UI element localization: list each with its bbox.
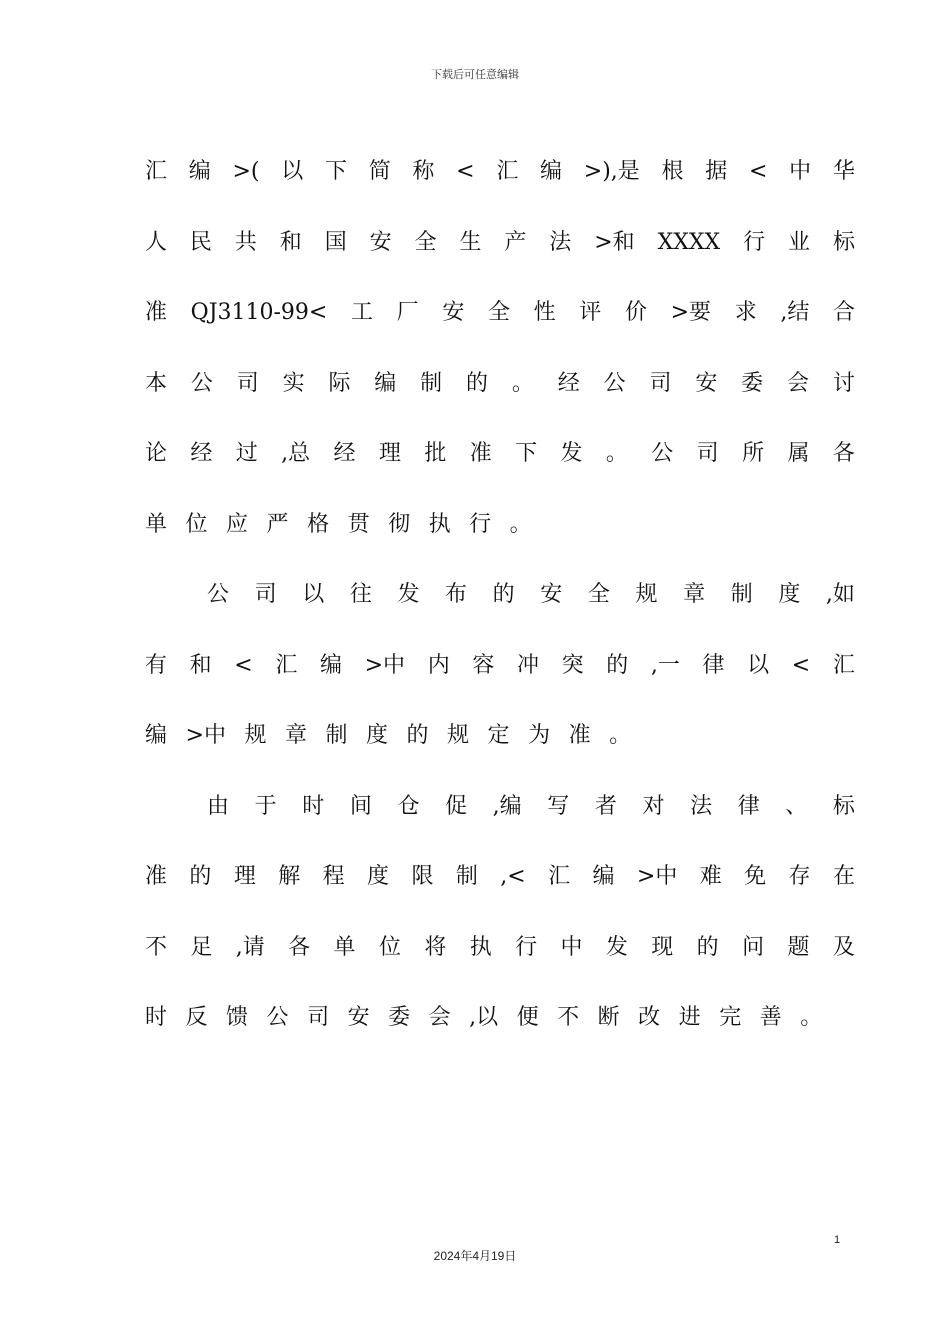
text-token: 发 <box>560 441 583 466</box>
text-line <box>145 928 855 999</box>
text-token: 规 <box>244 723 267 748</box>
text-token: 。 <box>609 723 632 748</box>
text-token: < <box>791 652 811 678</box>
text-token: 规 <box>447 723 470 748</box>
text-token: 属 <box>787 441 810 466</box>
text-token: 布 <box>445 582 468 607</box>
text-token: 。 <box>800 1005 823 1030</box>
text-line <box>145 646 855 717</box>
text-token: 编 <box>319 652 342 678</box>
text-token: 华 <box>832 159 855 184</box>
text-token: 工 <box>351 300 374 325</box>
text-token: < <box>748 159 768 184</box>
text-line <box>145 293 855 364</box>
text-token: 度 <box>366 723 389 748</box>
text-token: 委 <box>388 1005 411 1030</box>
text-token: 标 <box>832 793 855 819</box>
text-token: 的 <box>406 723 429 748</box>
text-token: 定 <box>487 723 510 748</box>
text-token: 由 <box>207 793 230 819</box>
text-token: 制 <box>455 864 478 889</box>
text-token: 编 <box>374 370 397 396</box>
text-token: 编 <box>540 159 563 184</box>
text-token: 的 <box>606 652 629 678</box>
text-token: 公 <box>190 370 213 396</box>
text-token: 对 <box>642 793 665 819</box>
text-token: 善 <box>759 1005 782 1030</box>
text-token: 公 <box>603 370 626 396</box>
text-token: 所 <box>742 441 765 466</box>
text-token: 下 <box>515 441 538 466</box>
text-token: >中 <box>636 864 678 889</box>
text-token: ,如 <box>825 582 855 607</box>
text-token: 章 <box>683 582 706 607</box>
text-token: 法 <box>690 793 713 819</box>
text-token: 以 <box>747 652 770 678</box>
text-token: 应 <box>226 511 249 537</box>
text-token: 实 <box>282 370 305 396</box>
page-footer-date: 2024年4月19日 <box>433 1249 517 1263</box>
text-token: 论 <box>145 441 168 466</box>
text-token: 发 <box>605 934 628 960</box>
text-token: 生 <box>459 229 482 255</box>
text-token: 编 <box>592 864 615 889</box>
text-token: 改 <box>638 1005 661 1030</box>
text-token: ,编 <box>492 793 522 819</box>
text-token: 在 <box>832 864 855 889</box>
text-token: 为 <box>528 723 551 748</box>
text-token: 各 <box>832 441 855 466</box>
text-token: 制 <box>420 370 443 396</box>
text-token: 准 <box>145 864 168 889</box>
page-number: 1 <box>834 1234 841 1246</box>
text-token: 安 <box>369 229 392 255</box>
text-token: 位 <box>185 511 208 537</box>
text-token: 中 <box>560 934 583 960</box>
text-token: 的 <box>696 934 719 960</box>
text-token: 度 <box>778 582 801 607</box>
text-token: 以 <box>302 582 325 607</box>
text-token: 理 <box>233 864 256 889</box>
text-token: 间 <box>349 793 372 819</box>
text-token: ,一 <box>650 652 680 678</box>
text-token: 容 <box>472 652 495 678</box>
text-token: 际 <box>328 370 351 396</box>
text-token: >中 <box>364 652 406 678</box>
text-token: 馈 <box>226 1005 249 1030</box>
text-token: 的 <box>492 582 515 607</box>
text-token: 现 <box>651 934 674 960</box>
text-token: 完 <box>719 1005 742 1030</box>
text-token: 行 <box>743 229 766 255</box>
text-token: 、 <box>785 793 808 819</box>
text-token: 难 <box>699 864 722 889</box>
text-token: 题 <box>787 934 810 960</box>
text-token: 便 <box>516 1005 539 1030</box>
text-token: 有 <box>145 652 168 678</box>
text-token: 产 <box>504 229 527 255</box>
text-token: 各 <box>288 934 311 960</box>
text-token: 理 <box>378 441 401 466</box>
text-token: 委 <box>741 370 764 396</box>
text-line <box>145 787 855 858</box>
text-token: 过 <box>235 441 258 466</box>
text-token: QJ3110-99< <box>190 300 328 325</box>
text-line <box>145 505 855 576</box>
text-token: 编 <box>188 159 211 184</box>
text-token: 律 <box>737 793 760 819</box>
text-token: >要 <box>670 300 712 325</box>
text-token: 公 <box>266 1005 289 1030</box>
text-token: 经 <box>557 370 580 396</box>
text-token: 准 <box>145 300 168 325</box>
text-token: < <box>456 159 475 184</box>
text-token: 公 <box>207 582 230 607</box>
text-token: 发 <box>397 582 420 607</box>
text-token: 规 <box>635 582 658 607</box>
page-header: 下载后可任意编辑 <box>431 68 519 81</box>
text-token: 贯 <box>347 511 370 537</box>
text-token: 称 <box>412 159 435 184</box>
text-token: 求 <box>734 300 757 325</box>
text-token: 安 <box>347 1005 370 1030</box>
text-token: 国 <box>324 229 347 255</box>
text-token: 讨 <box>832 370 855 396</box>
text-token: >和 <box>594 229 635 255</box>
text-token: 汇 <box>832 652 855 678</box>
text-token: 简 <box>368 159 391 184</box>
text-token: ,请 <box>235 934 265 960</box>
text-token: 安 <box>695 370 718 396</box>
text-token: 时 <box>302 793 325 819</box>
text-token: 标 <box>832 229 855 255</box>
text-token: 根 <box>661 159 684 184</box>
text-line <box>145 575 855 646</box>
text-token: 厂 <box>396 300 419 325</box>
text-token: ,以 <box>469 1005 499 1030</box>
text-token: 司 <box>307 1005 330 1030</box>
text-token: 业 <box>788 229 811 255</box>
text-token: ,结 <box>780 300 810 325</box>
text-token: 和 <box>189 652 212 678</box>
text-token: 准 <box>568 723 591 748</box>
text-token: 。 <box>509 511 532 537</box>
text-token: 本 <box>145 370 168 396</box>
text-token: 准 <box>469 441 492 466</box>
text-token: 执 <box>428 511 451 537</box>
text-token: 批 <box>424 441 447 466</box>
text-token: 司 <box>696 441 719 466</box>
text-line <box>145 223 855 294</box>
text-token: 全 <box>587 582 610 607</box>
text-token: < <box>234 652 253 678</box>
text-token: 行 <box>515 934 538 960</box>
text-token: 反 <box>185 1005 208 1030</box>
text-line <box>145 716 855 787</box>
text-token: 时 <box>145 1005 168 1030</box>
text-token: 冲 <box>516 652 539 678</box>
text-token: 执 <box>469 934 492 960</box>
text-token: 将 <box>424 934 447 960</box>
text-token: 司 <box>254 582 277 607</box>
text-token: 中 <box>789 159 812 184</box>
text-token: 仓 <box>397 793 420 819</box>
text-token: 司 <box>649 370 672 396</box>
text-token: 合 <box>832 300 855 325</box>
text-token: 安 <box>540 582 563 607</box>
text-token: 者 <box>594 793 617 819</box>
text-token: 行 <box>469 511 492 537</box>
text-token: 单 <box>333 934 356 960</box>
text-token: 经 <box>333 441 356 466</box>
text-token: 严 <box>266 511 289 537</box>
text-token: 位 <box>378 934 401 960</box>
text-token: >),是 <box>583 159 640 184</box>
text-token: 性 <box>533 300 556 325</box>
text-token: 价 <box>624 300 647 325</box>
text-line <box>145 364 855 435</box>
text-token: 制 <box>730 582 753 607</box>
text-line <box>145 998 855 1069</box>
text-token: 促 <box>445 793 468 819</box>
text-token: 度 <box>367 864 390 889</box>
text-token: 写 <box>547 793 570 819</box>
text-token: 往 <box>349 582 372 607</box>
text-token: 律 <box>702 652 725 678</box>
text-token: 的 <box>466 370 489 396</box>
text-token: 存 <box>788 864 811 889</box>
text-token: 的 <box>189 864 212 889</box>
text-token: >( <box>232 159 260 184</box>
text-token: 断 <box>597 1005 620 1030</box>
text-token: 突 <box>561 652 584 678</box>
text-line <box>145 152 855 223</box>
text-token: >中 <box>185 723 226 748</box>
text-line <box>145 434 855 505</box>
text-token: 汇 <box>548 864 571 889</box>
text-token: 评 <box>579 300 602 325</box>
text-token: 解 <box>278 864 301 889</box>
document-body <box>145 152 855 1069</box>
text-token: ,总 <box>281 441 311 466</box>
text-token: 据 <box>705 159 728 184</box>
text-token: 内 <box>427 652 450 678</box>
text-token: 。 <box>511 370 534 396</box>
text-token: 人 <box>145 229 168 255</box>
text-token: 会 <box>787 370 810 396</box>
text-token: 格 <box>307 511 330 537</box>
text-token: 汇 <box>496 159 519 184</box>
text-token: 和 <box>279 229 302 255</box>
text-token: 下 <box>324 159 347 184</box>
text-token: 免 <box>744 864 767 889</box>
text-token: 于 <box>254 793 277 819</box>
text-token: 全 <box>487 300 510 325</box>
text-token: 汇 <box>275 652 298 678</box>
text-token: 问 <box>742 934 765 960</box>
text-token: 汇 <box>145 159 168 184</box>
text-token: 进 <box>678 1005 701 1030</box>
text-token: XXXX <box>657 229 721 255</box>
text-token: 法 <box>549 229 572 255</box>
text-token: 司 <box>236 370 259 396</box>
text-token: 经 <box>190 441 213 466</box>
text-token: 会 <box>428 1005 451 1030</box>
text-token: 足 <box>190 934 213 960</box>
text-token: 编 <box>145 723 168 748</box>
text-token: 全 <box>414 229 437 255</box>
text-token: 程 <box>322 864 345 889</box>
text-token: 制 <box>325 723 348 748</box>
text-token: 及 <box>832 934 855 960</box>
text-token: 章 <box>284 723 307 748</box>
text-token: 民 <box>189 229 212 255</box>
text-line <box>145 857 855 928</box>
text-token: 不 <box>557 1005 580 1030</box>
text-token: 。 <box>605 441 628 466</box>
text-token: 安 <box>442 300 465 325</box>
text-token: 共 <box>234 229 257 255</box>
text-token: 不 <box>145 934 168 960</box>
text-token: 单 <box>145 511 168 537</box>
text-token: 彻 <box>388 511 411 537</box>
text-token: 公 <box>651 441 674 466</box>
text-token: 以 <box>281 159 304 184</box>
text-token: ,< <box>500 864 526 889</box>
text-token: 限 <box>411 864 434 889</box>
